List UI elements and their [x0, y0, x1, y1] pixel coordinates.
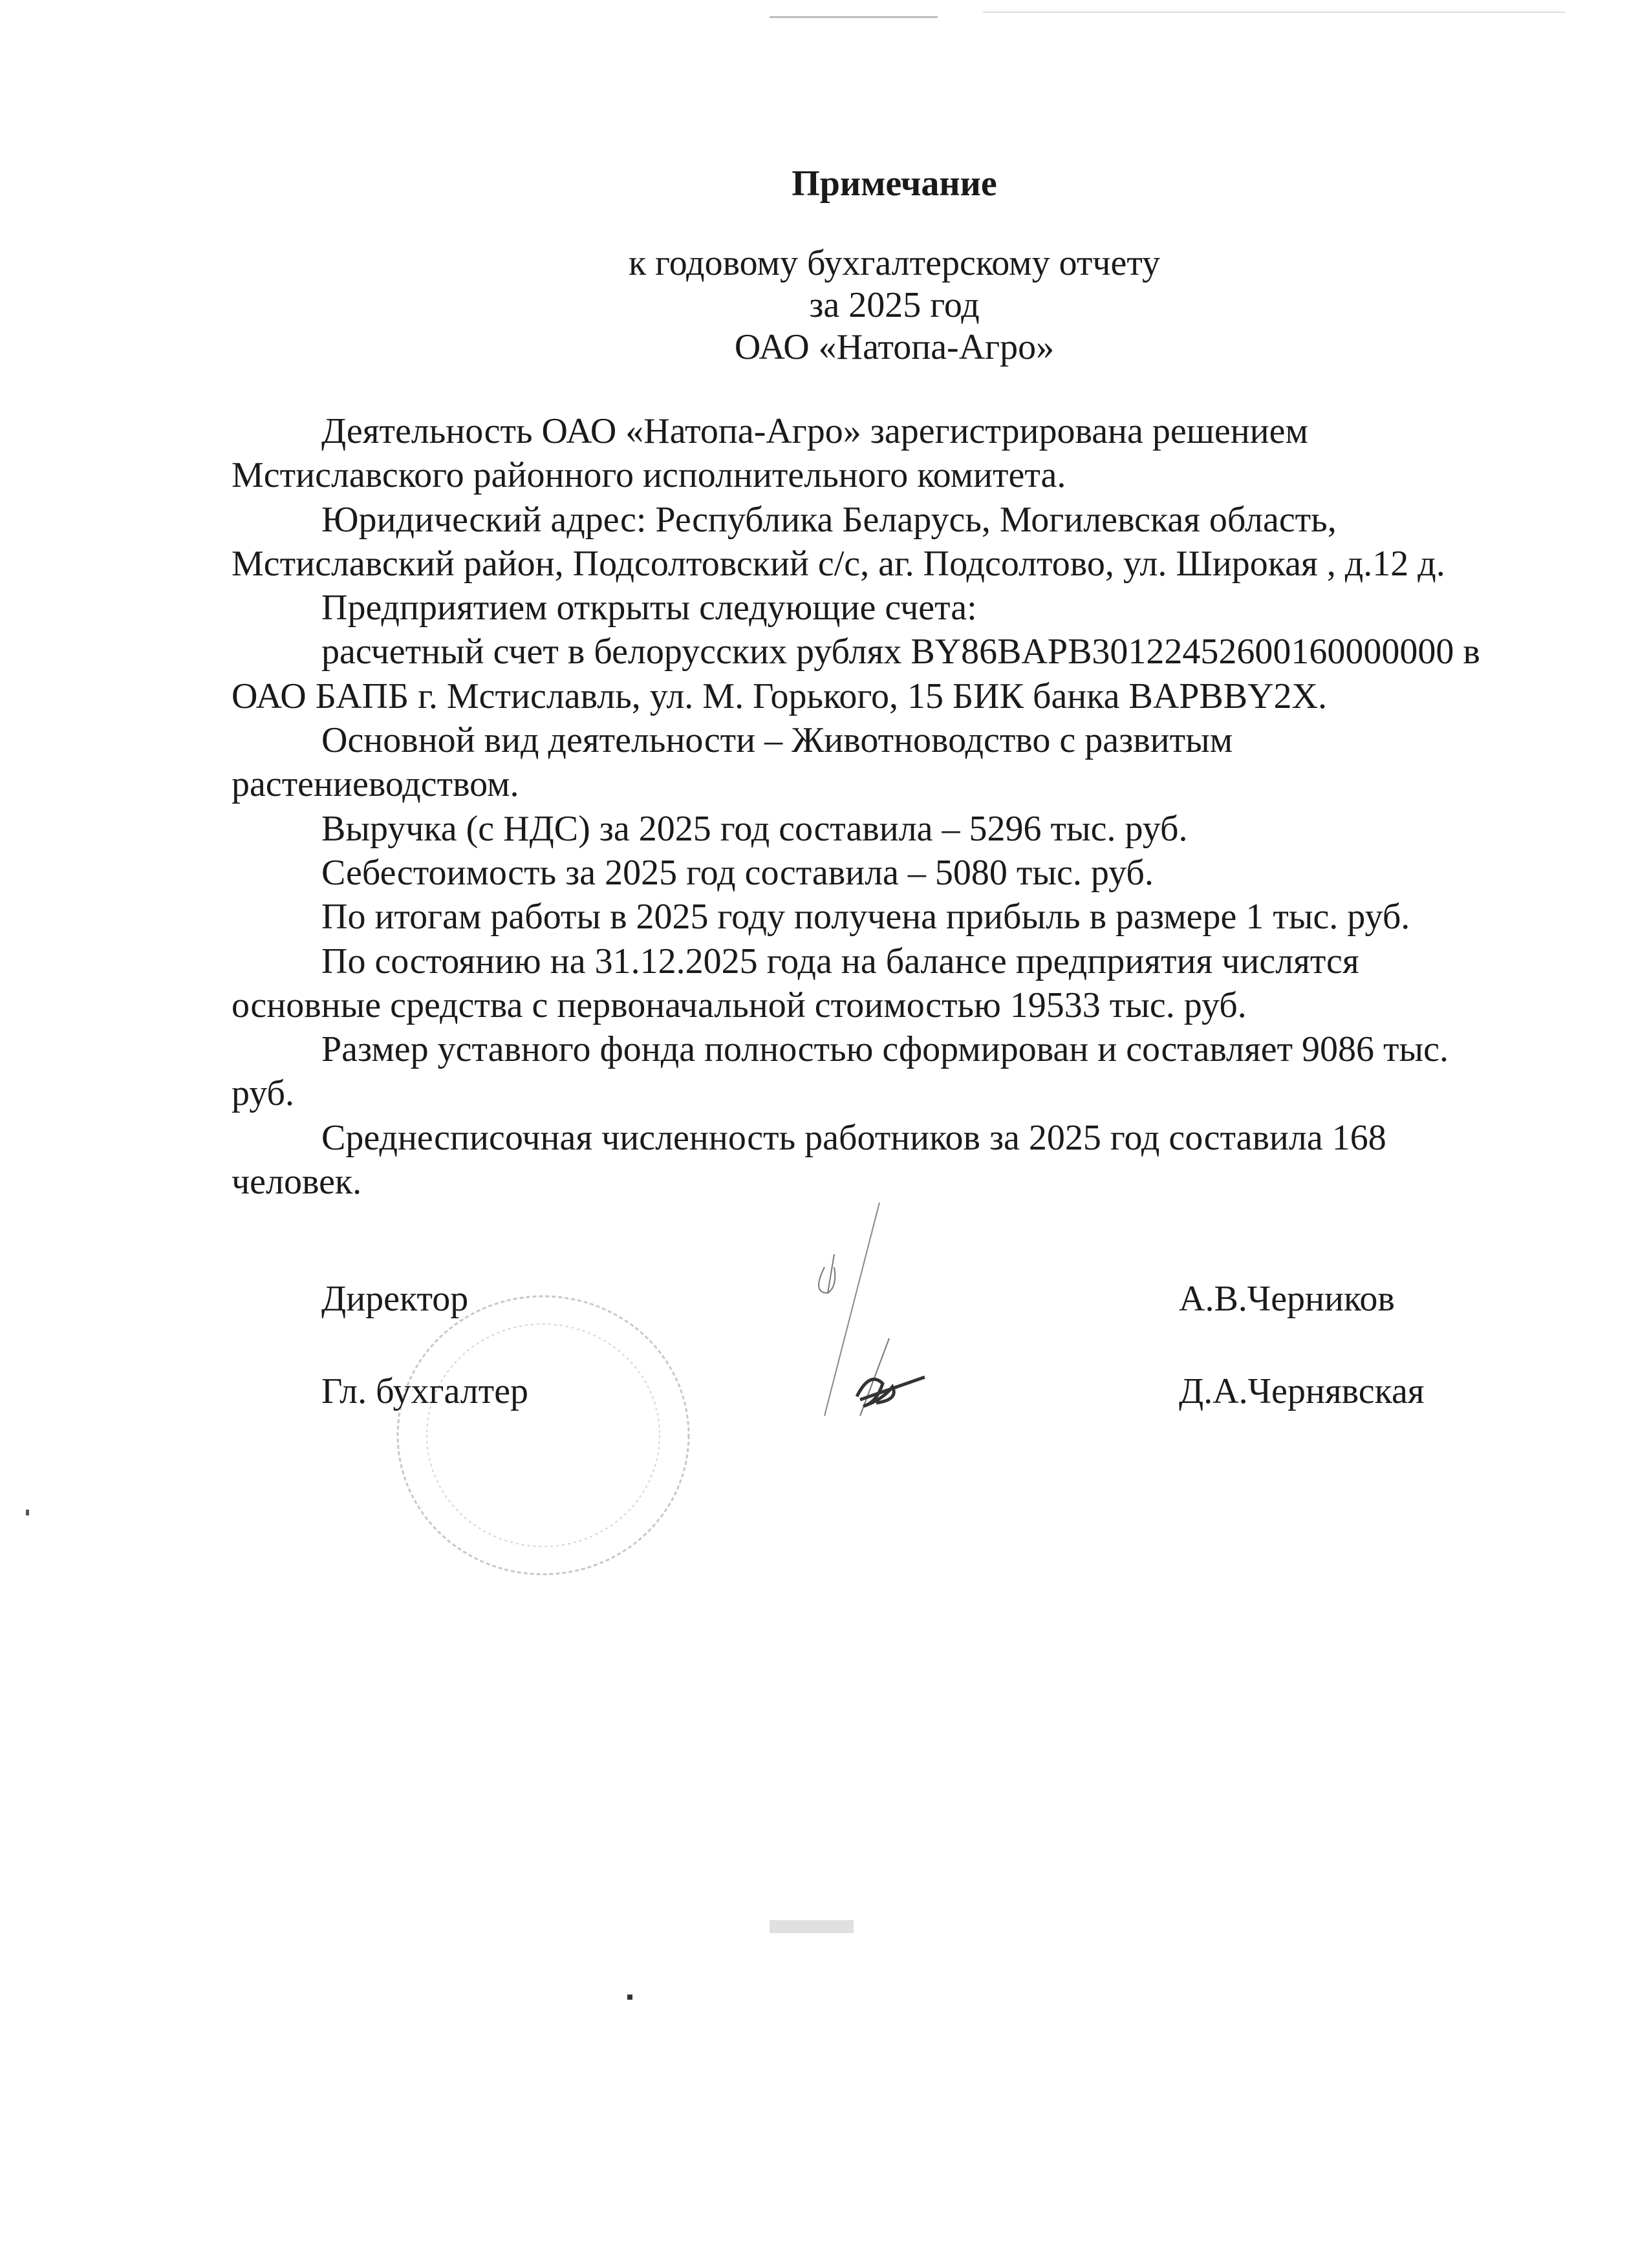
text-line: Выручка (с НДС) за 2025 год составила – 5296 тыс. руб. — [321, 808, 1188, 849]
chief-accountant-label: Гл. бухгалтер — [321, 1371, 529, 1411]
text-line: Среднесписочная численность работников за 2025 год составила 168 — [321, 1117, 1386, 1158]
subtitle-line: к годовому бухгалтерскому отчету — [628, 243, 1161, 283]
text-line: растениеводством. — [232, 764, 519, 805]
subtitle-line: за 2025 год — [809, 285, 980, 325]
chief-accountant-name: Д.А.Чернявская — [1179, 1371, 1425, 1411]
paragraph-cost — [232, 851, 1525, 895]
director-name: А.В.Черников — [1179, 1279, 1395, 1319]
text-line: Мстиславского районного исполнительного комитета. — [232, 455, 1066, 496]
signature-image — [795, 1203, 989, 1416]
text-line: Размер уставного фонда полностью сформирован и составляет 9086 тыс. — [321, 1029, 1449, 1070]
text-line: руб. — [232, 1073, 295, 1114]
scan-artifact — [770, 1920, 854, 1933]
document-title: Примечание — [792, 164, 997, 204]
text-line: Предприятием открыты следующие счета: — [321, 588, 977, 628]
subtitle-line: ОАО «Натопа-Агро» — [734, 327, 1055, 367]
director-label: Директор — [321, 1279, 469, 1319]
paragraph-profit — [232, 895, 1525, 939]
scan-artifact — [627, 1995, 632, 2000]
paragraph-activity — [232, 718, 1525, 807]
text-line: человек. — [232, 1162, 362, 1203]
text-line: ОАО БАПБ г. Мстиславль, ул. М. Горького, 15 БИК банка BAPBBY2X. — [232, 676, 1327, 716]
document-body — [232, 409, 1525, 1204]
paragraph-fixed-assets — [232, 939, 1525, 1028]
text-line: основные средства с первоначальной стоимостью 19533 тыс. руб. — [232, 985, 1247, 1025]
text-line: Мстиславский район, Подсолтовский с/с, аг. Подсолтово, ул. Широкая , д.12 д. — [232, 543, 1445, 584]
scan-artifact — [26, 1510, 29, 1515]
paragraph-revenue — [232, 807, 1525, 851]
document-subtitle — [0, 242, 1649, 369]
paragraph-bank-account — [232, 630, 1525, 718]
text-line: расчетный счет в белорусских рублях BY86BAPB30122452600160000000 в — [321, 632, 1480, 672]
paragraph-accounts — [232, 586, 1525, 630]
text-line: По состоянию на 31.12.2025 года на балансе предприятия числятся — [321, 941, 1359, 981]
paragraph-headcount — [232, 1116, 1525, 1204]
text-line: Деятельность ОАО «Натопа-Агро» зарегистрирована решением — [321, 411, 1308, 451]
paragraph-registration — [232, 409, 1525, 498]
text-line: Основной вид деятельности – Животноводство с развитым — [321, 720, 1233, 761]
paragraph-address — [232, 498, 1525, 586]
text-line: Юридический адрес: Республика Беларусь, Могилевская область, — [321, 499, 1337, 540]
scan-artifact — [983, 12, 1565, 13]
company-stamp — [388, 1287, 698, 1584]
text-line: Себестоимость за 2025 год составила – 5080 тыс. руб. — [321, 852, 1154, 893]
scan-artifact — [770, 16, 938, 18]
paragraph-charter-fund — [232, 1027, 1525, 1116]
text-line: По итогам работы в 2025 году получена прибыль в размере 1 тыс. руб. — [321, 897, 1410, 937]
